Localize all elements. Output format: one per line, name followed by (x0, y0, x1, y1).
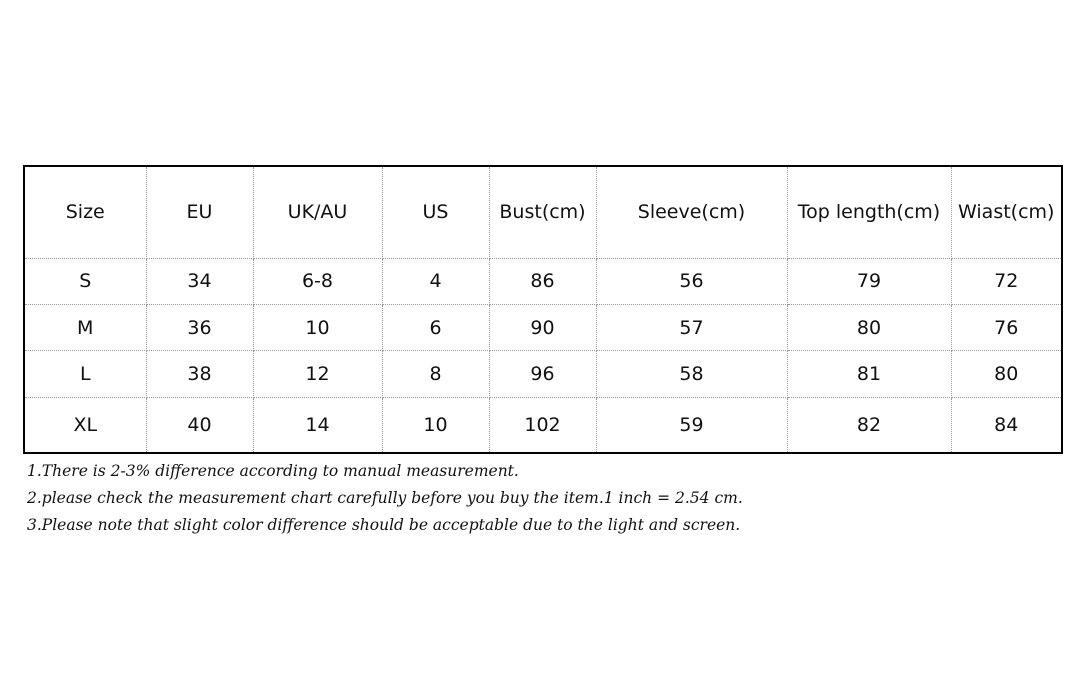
table-cell: 10 (382, 397, 489, 453)
table-cell: 79 (787, 258, 951, 304)
table-cell: 59 (596, 397, 787, 453)
table-cell: 14 (253, 397, 382, 453)
header-sleeve: Sleeve(cm) (596, 166, 787, 258)
table-cell: 4 (382, 258, 489, 304)
table-cell: 82 (787, 397, 951, 453)
table-cell: 8 (382, 351, 489, 397)
header-row (24, 166, 1062, 258)
size-chart-table (23, 165, 1063, 454)
table-cell: 102 (489, 397, 596, 453)
table-cell: 36 (146, 304, 253, 350)
table-cell: XL (24, 397, 146, 453)
table-cell: 90 (489, 304, 596, 350)
table-row (24, 304, 1062, 350)
header-bust: Bust(cm) (489, 166, 596, 258)
header-size: Size (24, 166, 146, 258)
table-row (24, 258, 1062, 304)
note-color-difference: 3.Please note that slight color difference should be acceptable due to the light and screen. (27, 516, 741, 534)
table-cell: 56 (596, 258, 787, 304)
header-eu: EU (146, 166, 253, 258)
table-cell: 81 (787, 351, 951, 397)
table-cell: 80 (951, 351, 1062, 397)
table-cell: 12 (253, 351, 382, 397)
table-cell: 80 (787, 304, 951, 350)
table-cell: M (24, 304, 146, 350)
header-uk-au: UK/AU (253, 166, 382, 258)
note-manual-measurement: 1.There is 2-3% difference according to manual measurement. (27, 462, 519, 480)
table-cell: 6 (382, 304, 489, 350)
table-cell: S (24, 258, 146, 304)
header-top-length: Top length(cm) (787, 166, 951, 258)
table-cell: 57 (596, 304, 787, 350)
table-cell: 40 (146, 397, 253, 453)
table-cell: 34 (146, 258, 253, 304)
note-check-chart: 2.please check the measurement chart carefully before you buy the item.1 inch = 2.54 cm. (27, 489, 743, 507)
table-cell: 6-8 (253, 258, 382, 304)
table-cell: 38 (146, 351, 253, 397)
table-row (24, 351, 1062, 397)
header-waist: Wiast(cm) (951, 166, 1062, 258)
table-cell: 10 (253, 304, 382, 350)
header-us: US (382, 166, 489, 258)
table-cell: 76 (951, 304, 1062, 350)
table-cell: 58 (596, 351, 787, 397)
table-cell: 86 (489, 258, 596, 304)
table-cell: L (24, 351, 146, 397)
table-cell: 96 (489, 351, 596, 397)
measurement-notes (27, 458, 743, 539)
table-row (24, 397, 1062, 453)
table-cell: 72 (951, 258, 1062, 304)
table-cell: 84 (951, 397, 1062, 453)
